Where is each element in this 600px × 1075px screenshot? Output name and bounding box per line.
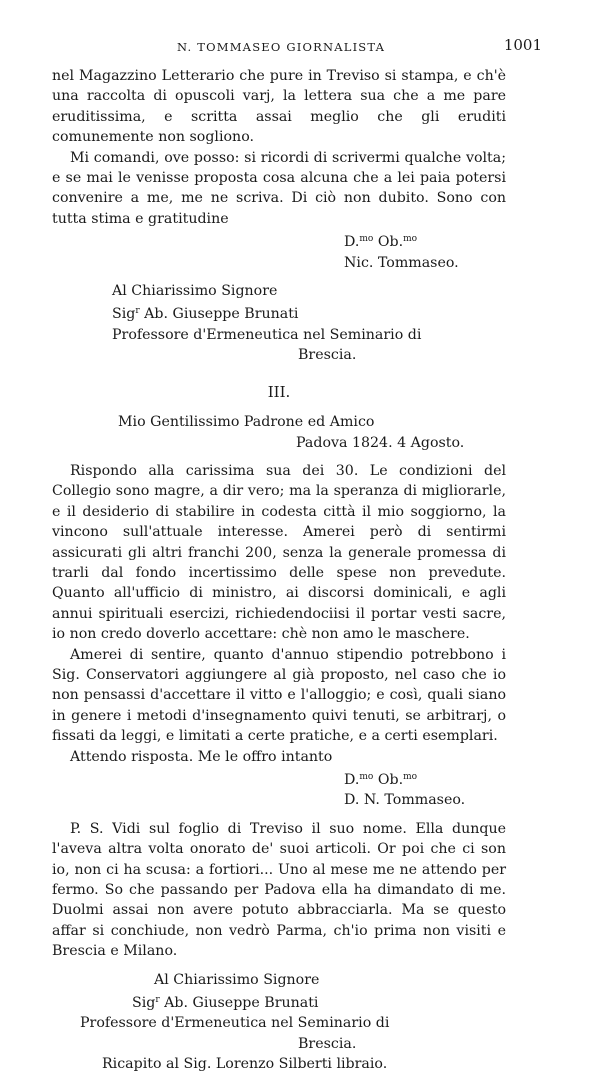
previous-letter-address-line-2: Sig$^r$ Ab. Giuseppe Brunati — [112, 306, 299, 323]
page-header — [52, 36, 542, 56]
body-text — [52, 66, 506, 1075]
letter-paragraph-1: Rispondo alla carissima sua dei 30. Le condizioni del Collegio sono magre, a dir vero; ma la speranza di migliorarle, e il desiderio di stabilire in codesta città il mio soggiorno, la vincono sull'attuale interesse. Amerei però di sentirmi assicurati gli altri franchi 200, senza la generale promessa di trarli dal fondo incertissimo delle spese non prevedute. Quanto all'ufficio di ministro, ai discorsi dominicali, e agli annui spirituali esercizi, richiedendociisi il portar vesti sacre, io non credo doverlo accettare: chè non amo le maschere. — [52, 462, 506, 643]
letter-address-line-2: Sig$^r$ Ab. Giuseppe Brunati — [132, 995, 319, 1012]
letter-signature: D. N. Tommaseo. — [344, 792, 466, 809]
previous-letter-address-line-1: Al Chiarissimo Signore — [112, 283, 278, 300]
section-heading: III. — [267, 382, 291, 401]
letter-closing: D.$^{mo}$ Ob.$^{mo}$ — [344, 772, 418, 788]
letter-address-line-3: Professore d'Ermeneutica nel Seminario di — [80, 1015, 390, 1032]
letter-paragraph-2: Amerei di sentire, quanto d'annuo stipendio potrebbono i Sig. Conservatori aggiungere al già proposto, nel caso che io non pensassi d'accettare il vitto e l'alloggio; e così, quali siano in genere i metodi d'insegnamento quivi tenuti, se arbitrarj, o fissati da leggi, e limitati a certe pratiche, e a certi esemplari. — [52, 646, 506, 745]
letter-salutation: Mio Gentilissimo Padrone ed Amico — [118, 414, 375, 431]
letter-address-line-4: Brescia. — [298, 1035, 357, 1052]
previous-letter-signature: Nic. Tommaseo. — [344, 254, 459, 271]
running-title: N. TOMMASEO GIORNALISTA — [177, 40, 386, 54]
postscript: P. S. Vidi sul foglio di Treviso il suo nome. Ella dunque l'aveva altra volta onorato de' suoi articoli. Or poi che ci son io, non ci ha scusa: a fortiori... Uno al mese me ne attendo per fermo. So che passando per Padova ella ha dimandato di me. Duolmi assai non avere potuto abbracciarla. Ma se questo affar si conchiude, non vedrò Parma, ch'io prima non visiti e Brescia e Milano. — [52, 820, 506, 960]
previous-letter-paragraph-2: Mi comandi, ove posso: si ricordi di scrivermi qualche volta; e se mai le venisse proposta cosa alcuna che a lei paia potersi convenire a me, me ne scriva. Di ciò non dubito. Sono con tutta stima e gratitudine — [52, 149, 506, 227]
letter-dateline: Padova 1824. 4 Agosto. — [296, 434, 465, 451]
letter-address-line-1: Al Chiarissimo Signore — [154, 971, 320, 988]
previous-letter-paragraph-1: nel Magazzino Letterario che pure in Treviso si stampa, e ch'è una raccolta di opuscoli varj, la lettera sua che a me pare eruditissima, e scritta assai meglio che gli eruditi comunemente non sogliono. — [52, 68, 506, 146]
letter-paragraph-3: Attendo risposta. Me le offro intanto — [70, 748, 333, 765]
previous-letter-address-line-4: Brescia. — [298, 347, 357, 364]
page-number: 1001 — [503, 36, 542, 54]
previous-letter-address-line-3: Professore d'Ermeneutica nel Seminario di — [112, 326, 422, 343]
previous-letter-closing: D.$^{mo}$ Ob.$^{mo}$ — [344, 234, 418, 251]
letter-address-line-5: Ricapito al Sig. Lorenzo Silberti libraio. — [102, 1056, 388, 1073]
